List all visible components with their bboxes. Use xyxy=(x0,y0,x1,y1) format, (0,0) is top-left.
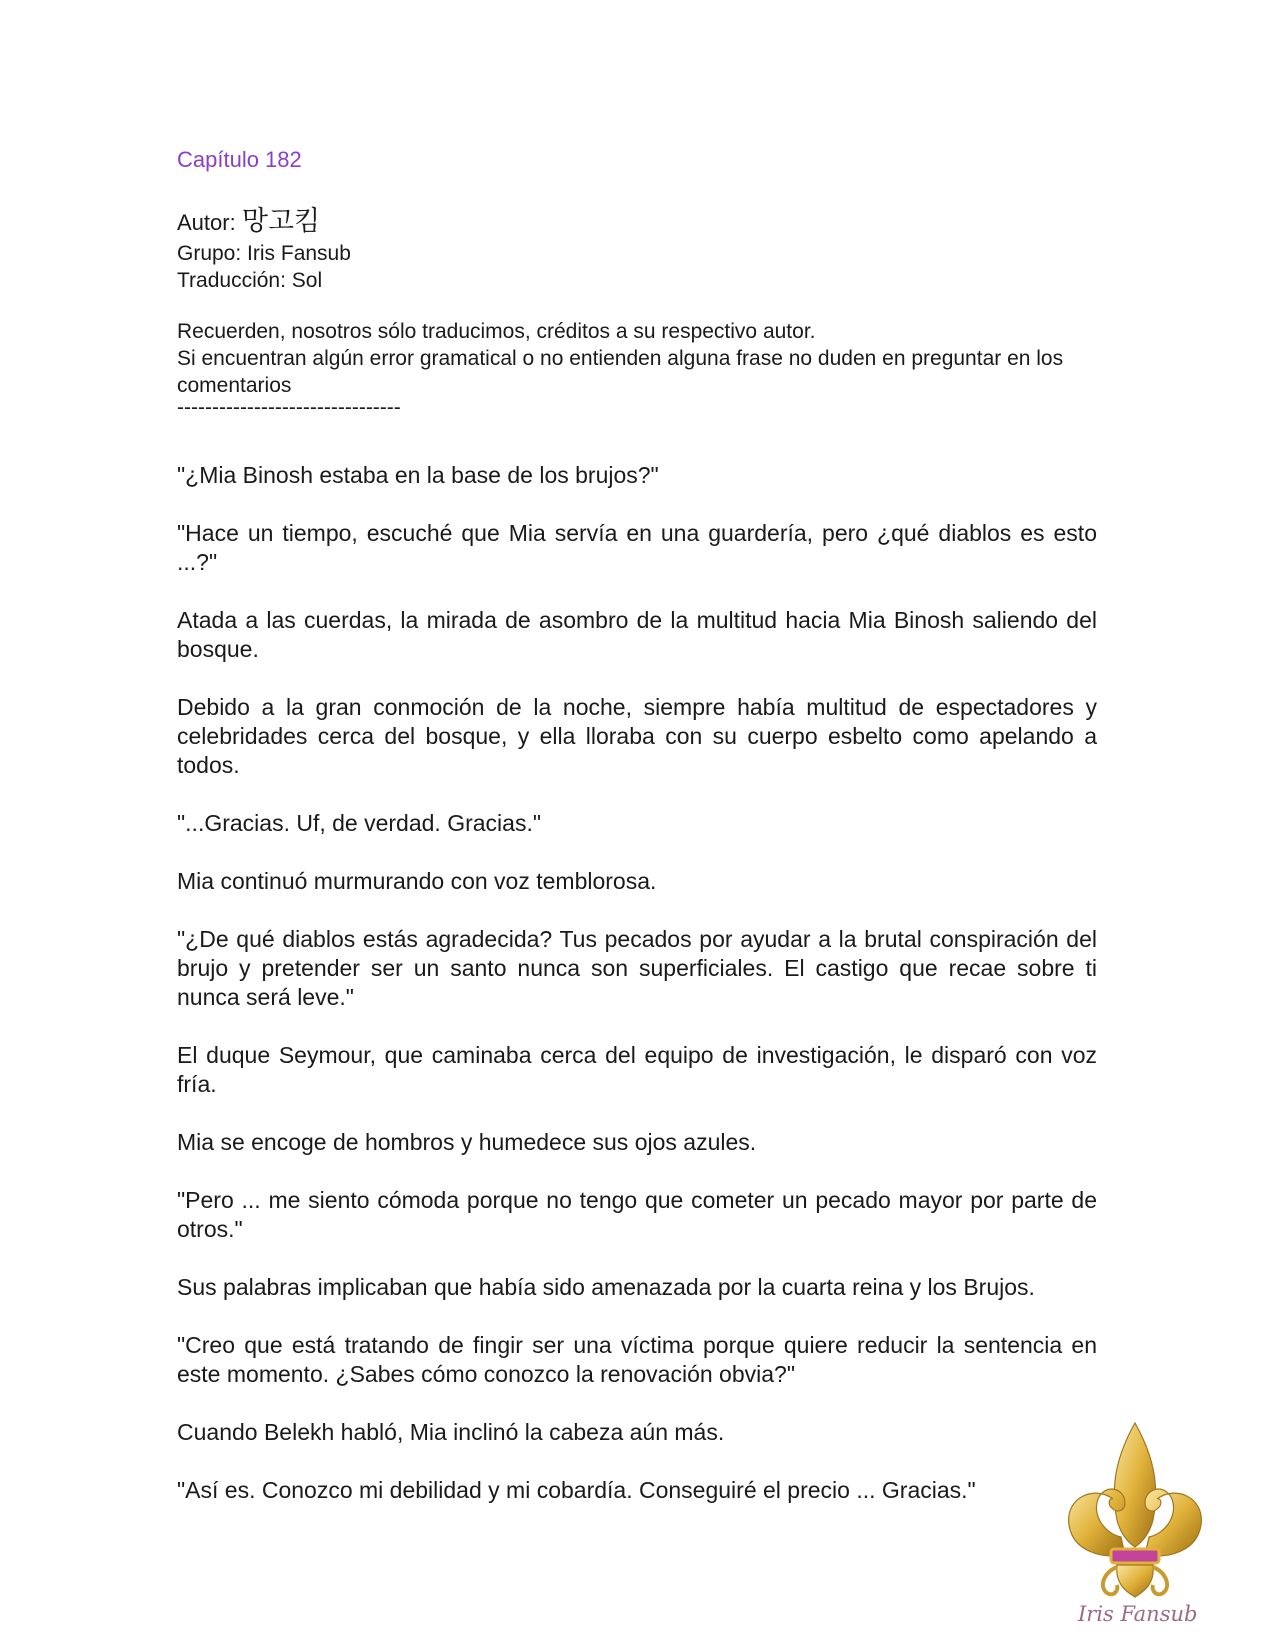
translation-line: Traducción: Sol xyxy=(177,269,323,292)
author-line xyxy=(177,205,1097,240)
paragraph: "¿Mia Binosh estaba en la base de los brujos?" xyxy=(177,462,659,488)
author-label: Autor: xyxy=(177,210,242,235)
paragraph: "Hace un tiempo, escuché que Mia servía en una guardería, pero ¿qué diablos es esto ...?" xyxy=(177,520,1097,575)
notice-line-1: Recuerden, nosotros sólo traducimos, créditos a su respectivo autor. xyxy=(177,320,816,343)
author-name: 망고킴 xyxy=(241,206,321,237)
chapter-title: Capítulo 182 xyxy=(177,147,302,172)
notice-line-2: Si encuentran algún error gramatical o no entienden alguna frase no duden en preguntar en los comentarios xyxy=(177,347,1064,397)
chapter-body xyxy=(177,461,1097,1534)
logo-text: Iris Fansub xyxy=(1078,1602,1198,1626)
paragraph: Mia continuó murmurando con voz temblorosa. xyxy=(177,868,657,894)
paragraph: "Creo que está tratando de fingir ser una víctima porque quiere reducir la sentencia en este momento. ¿Sabes cómo conozco la renovación obvia?" xyxy=(177,1332,1097,1387)
credits xyxy=(177,205,1097,294)
paragraph: Debido a la gran conmoción de la noche, siempre había multitud de espectadores y celebridades cerca del bosque, y ella lloraba con su cuerpo esbelto como apelando a todos. xyxy=(177,694,1097,778)
paragraph: "...Gracias. Uf, de verdad. Gracias." xyxy=(177,810,542,836)
paragraph: "Así es. Conozco mi debilidad y mi cobardía. Conseguiré el precio ... Gracias." xyxy=(177,1477,976,1503)
paragraph: Atada a las cuerdas, la mirada de asombro de la multitud hacia Mia Binosh saliendo del bosque. xyxy=(177,607,1097,662)
document-header xyxy=(177,147,1097,417)
paragraph: Sus palabras implicaban que había sido amenazada por la cuarta reina y los Brujos. xyxy=(177,1274,1035,1300)
paragraph: Cuando Belekh habló, Mia inclinó la cabeza aún más. xyxy=(177,1419,725,1445)
paragraph: "¿De qué diablos estás agradecida? Tus pecados por ayudar a la brutal conspiración del brujo y pretender ser un santo nunca son superficiales. El castigo que recae sobre ti nunca será leve." xyxy=(177,926,1097,1010)
group-line: Grupo: Iris Fansub xyxy=(177,242,351,265)
separator: -------------------------------- xyxy=(177,396,401,419)
paragraph: Mia se encoge de hombros y humedece sus ojos azules. xyxy=(177,1129,757,1155)
paragraph: "Pero ... me siento cómoda porque no tengo que cometer un pecado mayor por parte de otros." xyxy=(177,1187,1097,1242)
paragraph: El duque Seymour, que caminaba cerca del equipo de investigación, le disparó con voz fría. xyxy=(177,1042,1097,1097)
translator-notice xyxy=(177,318,1097,417)
